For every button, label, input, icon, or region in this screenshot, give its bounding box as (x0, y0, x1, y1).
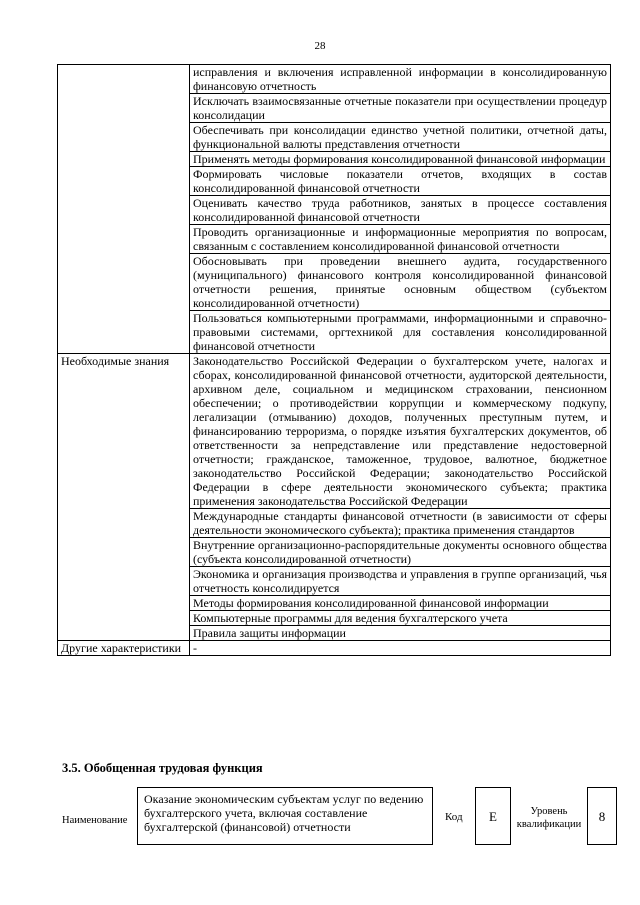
qualification-level-value: 8 (587, 787, 617, 845)
generalized-function-row (57, 787, 617, 849)
skill-item: Формировать числовые показатели отчетов, входящих в состав консолидированной финансовой отчетности (190, 167, 611, 196)
other-value: - (190, 641, 611, 656)
code-value: Е (475, 787, 511, 845)
section-title: 3.5. Обобщенная трудовая функция (62, 761, 263, 775)
table-row (58, 641, 611, 656)
skills-label-cell (58, 65, 190, 354)
knowledge-item: Экономика и организация производства и управления в группе организаций, чья отчетность консолидируется (190, 567, 611, 596)
knowledge-item: Внутренние организационно-распорядительные документы основного общества (субъекта консолидированной отчетности) (190, 538, 611, 567)
code-label: Код (445, 811, 463, 823)
other-label: Другие характеристики (58, 641, 190, 656)
skill-item: Обосновывать при проведении внешнего аудита, государственного (муниципального) финансового контроля консолидированной финансовой отчетности решения, принятые основным обществом (субъектом консолидированной отчетности) (190, 254, 611, 311)
knowledge-item: Методы формирования консолидированной финансовой информации (190, 596, 611, 611)
knowledge-item: Компьютерные программы для ведения бухгалтерского учета (190, 611, 611, 626)
knowledge-label: Необходимые знания (58, 354, 190, 641)
table-row (58, 354, 611, 509)
skill-item: Обеспечивать при консолидации единство учетной политики, отчетной даты, функциональной валюты представления отчетности (190, 123, 611, 152)
knowledge-item: Правила защиты информации (190, 626, 611, 641)
table-row (58, 65, 611, 94)
knowledge-item: Законодательство Российской Федерации о бухгалтерском учете, налогах и сборах, консолидированной финансовой отчетности, аудиторской деятельности, архивном деле, социальном и медицинском страховании, пенсионном обеспечении; о противодействии коррупции и коммерческому подкупу, легализации (отмыванию) доходов, полученных преступным путем, и финансированию терроризма, о порядке изъятия бухгалтерских документов, об ответственности за непредставление или представление недостоверной отчетности; гражданское, таможенное, трудовое, валютное, бюджетное законодательство Российской Федерации; законодательство Российской Федерации в сфере деятельности экономического субъекта; практика применения законодательства Российской Федерации (190, 354, 611, 509)
knowledge-item: Международные стандарты финансовой отчетности (в зависимости от сферы деятельности экономического субъекта); практика применения стандартов (190, 509, 611, 538)
page-number: 28 (314, 40, 326, 52)
skill-item: Исключать взаимосвязанные отчетные показатели при осуществлении процедур консолидации (190, 94, 611, 123)
skill-item: исправления и включения исправленной информации в консолидированную финансовую отчетность (190, 65, 611, 94)
labor-function-table (57, 64, 611, 656)
name-label: Наименование (62, 815, 128, 826)
skill-item: Пользоваться компьютерными программами, информационными и справочно-правовыми системами, оргтехникой для составления консолидированной финансовой отчетности (190, 311, 611, 354)
skill-item: Оценивать качество труда работников, занятых в процессе составления консолидированной финансовой отчетности (190, 196, 611, 225)
name-value: Оказание экономическим субъектам услуг по ведению бухгалтерского учета, включая составление бухгалтерской (финансовой) отчетности (137, 787, 433, 845)
skill-item: Применять методы формирования консолидированной финансовой информации (190, 152, 611, 167)
qualification-level-label: Уровень квалификации (516, 806, 582, 830)
skill-item: Проводить организационные и информационные мероприятия по вопросам, связанным с составлением консолидированной финансовой отчетности (190, 225, 611, 254)
